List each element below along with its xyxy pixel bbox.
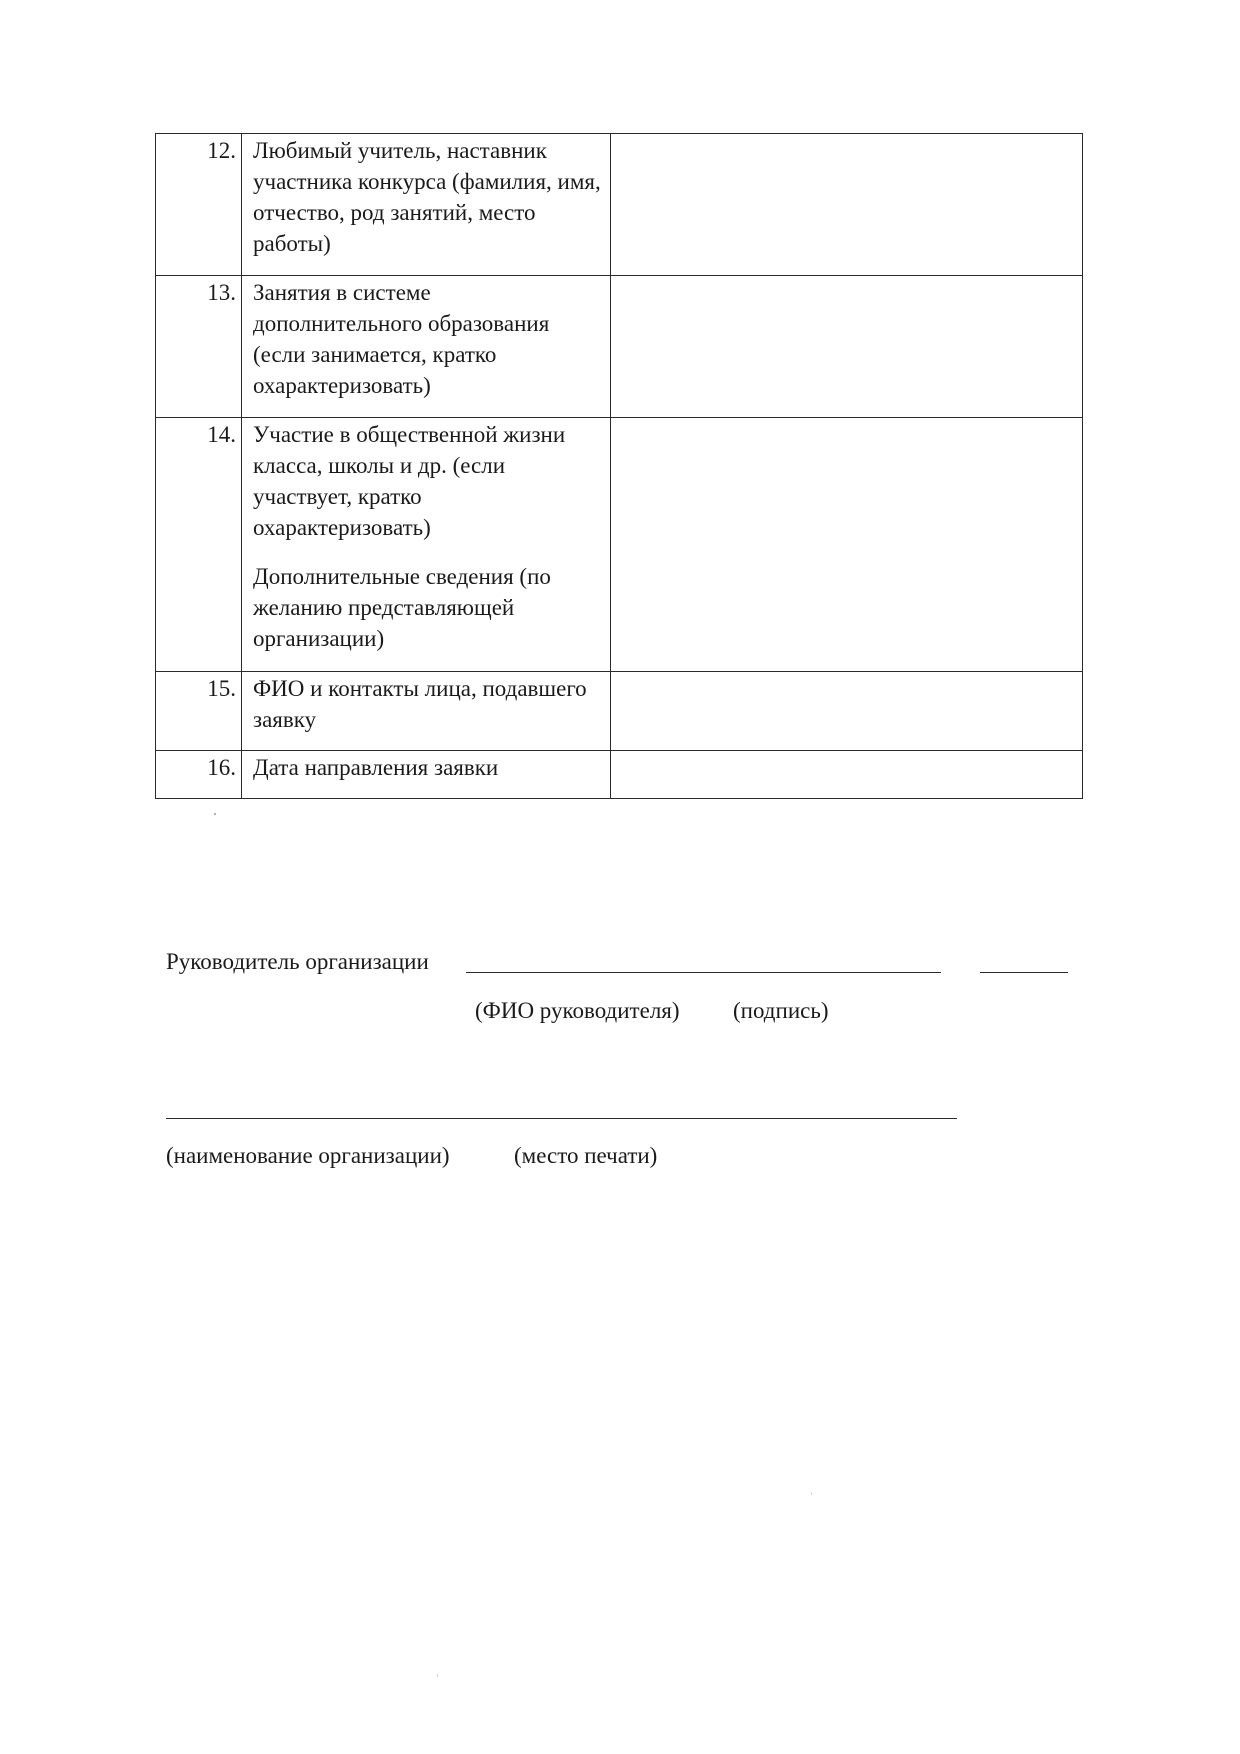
row-number: 16. (156, 751, 242, 799)
row-label-cell (242, 134, 611, 276)
head-signature-line (980, 972, 1068, 973)
table-row (156, 672, 1083, 751)
table-row (156, 276, 1083, 418)
row-number: 13. (156, 276, 242, 418)
table-row (156, 751, 1083, 799)
row-number: 12. (156, 134, 242, 276)
row-label: Любимый учитель, наставник участника конкурса (фамилия, имя, отчество, род занятий, место работы) (253, 138, 601, 256)
scan-speck (437, 1674, 438, 1677)
row-number: 15. (156, 672, 242, 751)
row-value-cell (611, 276, 1083, 418)
row-label-cell (242, 751, 611, 799)
head-fio-line (466, 972, 941, 973)
table-row (156, 134, 1083, 276)
row-label-cell (242, 418, 611, 672)
fio-caption: (ФИО руководителя) (475, 998, 680, 1023)
row-value-cell (611, 672, 1083, 751)
head-of-organization-label: Руководитель организации (166, 949, 429, 974)
row-label-cell (242, 276, 611, 418)
row-value-cell (611, 418, 1083, 672)
scan-speck (811, 1492, 812, 1495)
row-extra-label: Дополнительные сведения (по желанию представляющей организации) (253, 564, 551, 651)
organization-name-line (166, 1118, 957, 1119)
organization-name-caption: (наименование организации) (166, 1143, 450, 1168)
table-row (156, 418, 1083, 672)
row-value-cell (611, 751, 1083, 799)
row-number: 14. (156, 418, 242, 672)
stamp-place-caption: (место печати) (514, 1143, 658, 1168)
row-label: Занятия в системе дополнительного образования (если занимается, кратко охарактеризовать) (253, 280, 550, 398)
row-label: ФИО и контакты лица, подавшего заявку (253, 676, 587, 732)
scan-speck (214, 813, 216, 815)
row-label: Участие в общественной жизни класса, школы и др. (если участвует, кратко охарактеризовать) (253, 422, 566, 540)
row-value-cell (611, 134, 1083, 276)
row-label-cell (242, 672, 611, 751)
application-form-table (155, 133, 1083, 799)
row-label: Дата направления заявки (253, 755, 499, 780)
signature-caption: (подпись) (733, 998, 829, 1023)
